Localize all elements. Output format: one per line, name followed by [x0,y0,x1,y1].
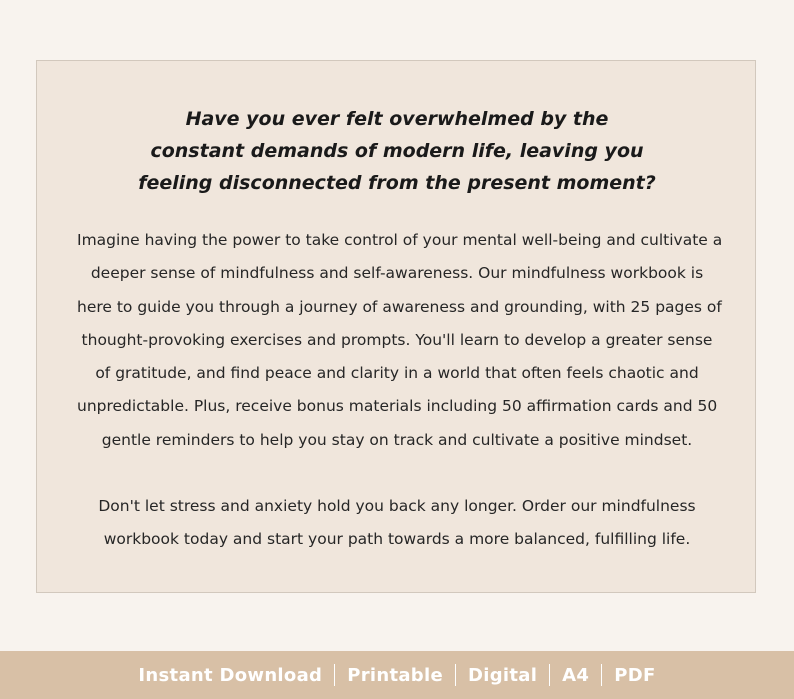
body-line: here to guide you through a journey of awareness and grounding, with 25 pages of [77,297,722,316]
headline [37,103,757,199]
feature-instant-download: Instant Download [138,664,323,686]
body-line: Don't let stress and anxiety hold you back any longer. Order our mindfulness [98,497,696,516]
body-line: Imagine having the power to take control of your mental well-being and cultivate a [77,231,723,249]
headline-line: constant demands of modern life, leaving you [150,140,644,162]
body-line: unpredictable. Plus, receive bonus materials including 50 affirmation cards and 50 [77,397,718,416]
paragraph-gap [77,457,717,490]
feature-printable: Printable [347,664,443,686]
feature-digital: Digital [467,664,538,686]
feature-footer [0,651,794,699]
body-line: of gratitude, and find peace and clarity in a world that often feels chaotic and [95,364,699,383]
feature-a4: A4 [562,664,590,686]
body-line: workbook today and start your path towards a more balanced, fulfilling life. [103,530,691,549]
body-line: gentle reminders to help you stay on track and cultivate a positive mindset. [101,430,693,449]
body-line: thought-provoking exercises and prompts. You'll learn to develop a greater sense [81,330,713,349]
body-line: deeper sense of mindfulness and self-awareness. Our mindfulness workbook is [90,264,704,283]
headline-line: Have you ever felt overwhelmed by the [185,108,609,130]
feature-pdf: PDF [614,664,656,686]
body-text [77,224,723,557]
description-card [36,60,756,593]
headline-line: feeling disconnected from the present moment? [138,172,656,194]
